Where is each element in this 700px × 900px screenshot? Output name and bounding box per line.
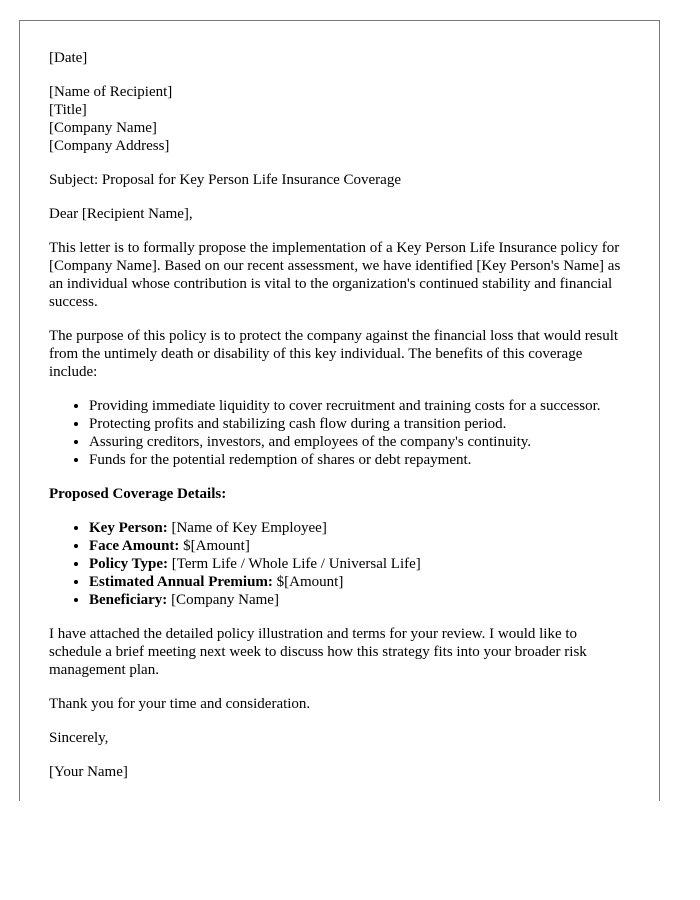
signature-name: [Your Name] [49,764,128,780]
recipient-block [49,83,630,155]
benefits-list [49,397,630,469]
detail-value: $[Amount] [179,538,250,554]
recipient-name: [Name of Recipient] [49,84,173,100]
list-item [89,573,630,591]
recipient-title: [Title] [49,102,87,118]
list-item [89,555,630,573]
recipient-company: [Company Name] [49,120,157,136]
detail-label: Key Person: [89,520,168,536]
letter-page [19,20,660,801]
meeting-paragraph: I have attached the detailed policy illustration and terms for your review. I would like to schedule a brief meeting next week to discuss how this strategy fits into your broader risk management plan. [49,626,587,678]
detail-value: [Company Name] [167,592,279,608]
coverage-details-heading: Proposed Coverage Details: [49,486,227,502]
letter-subject: Subject: Proposal for Key Person Life Insurance Coverage [49,172,401,188]
list-item [89,537,630,555]
letter-salutation: Dear [Recipient Name], [49,206,193,222]
intro-paragraph: This letter is to formally propose the implementation of a Key Person Life Insurance policy for [Company Name]. Based on our recent assessment, we have identified [Key Person's Name] as an individual whose contribution is vital to the organization's continued stability and financial success. [49,240,621,310]
list-item: • Providing immediate liquidity to cover recruitment and training costs for a successor. [89,397,630,415]
detail-value: [Name of Key Employee] [167,520,327,536]
list-item: • Funds for the potential redemption of shares or debt repayment. [89,451,630,469]
letter-date: [Date] [49,50,88,66]
detail-value: $[Amount] [272,574,344,590]
list-item [89,519,630,537]
list-item: • Assuring creditors, investors, and employees of the company's continuity. [89,433,630,451]
coverage-details-list [49,519,630,609]
detail-label: Face Amount: [89,538,180,554]
list-item [89,591,630,609]
thanks-line: Thank you for your time and consideration. [49,696,311,712]
purpose-paragraph: The purpose of this policy is to protect the company against the financial loss that would result from the untimely death or disability of this key individual. The benefits of this coverage include: [49,328,619,380]
closing-line: Sincerely, [49,730,109,746]
detail-label: Estimated Annual Premium: [89,574,273,590]
recipient-address: [Company Address] [49,138,170,154]
detail-value: [Term Life / Whole Life / Universal Life] [168,556,421,572]
detail-label: Policy Type: [89,556,169,572]
list-item: • Protecting profits and stabilizing cash flow during a transition period. [89,415,630,433]
detail-label: Beneficiary: [89,592,168,608]
